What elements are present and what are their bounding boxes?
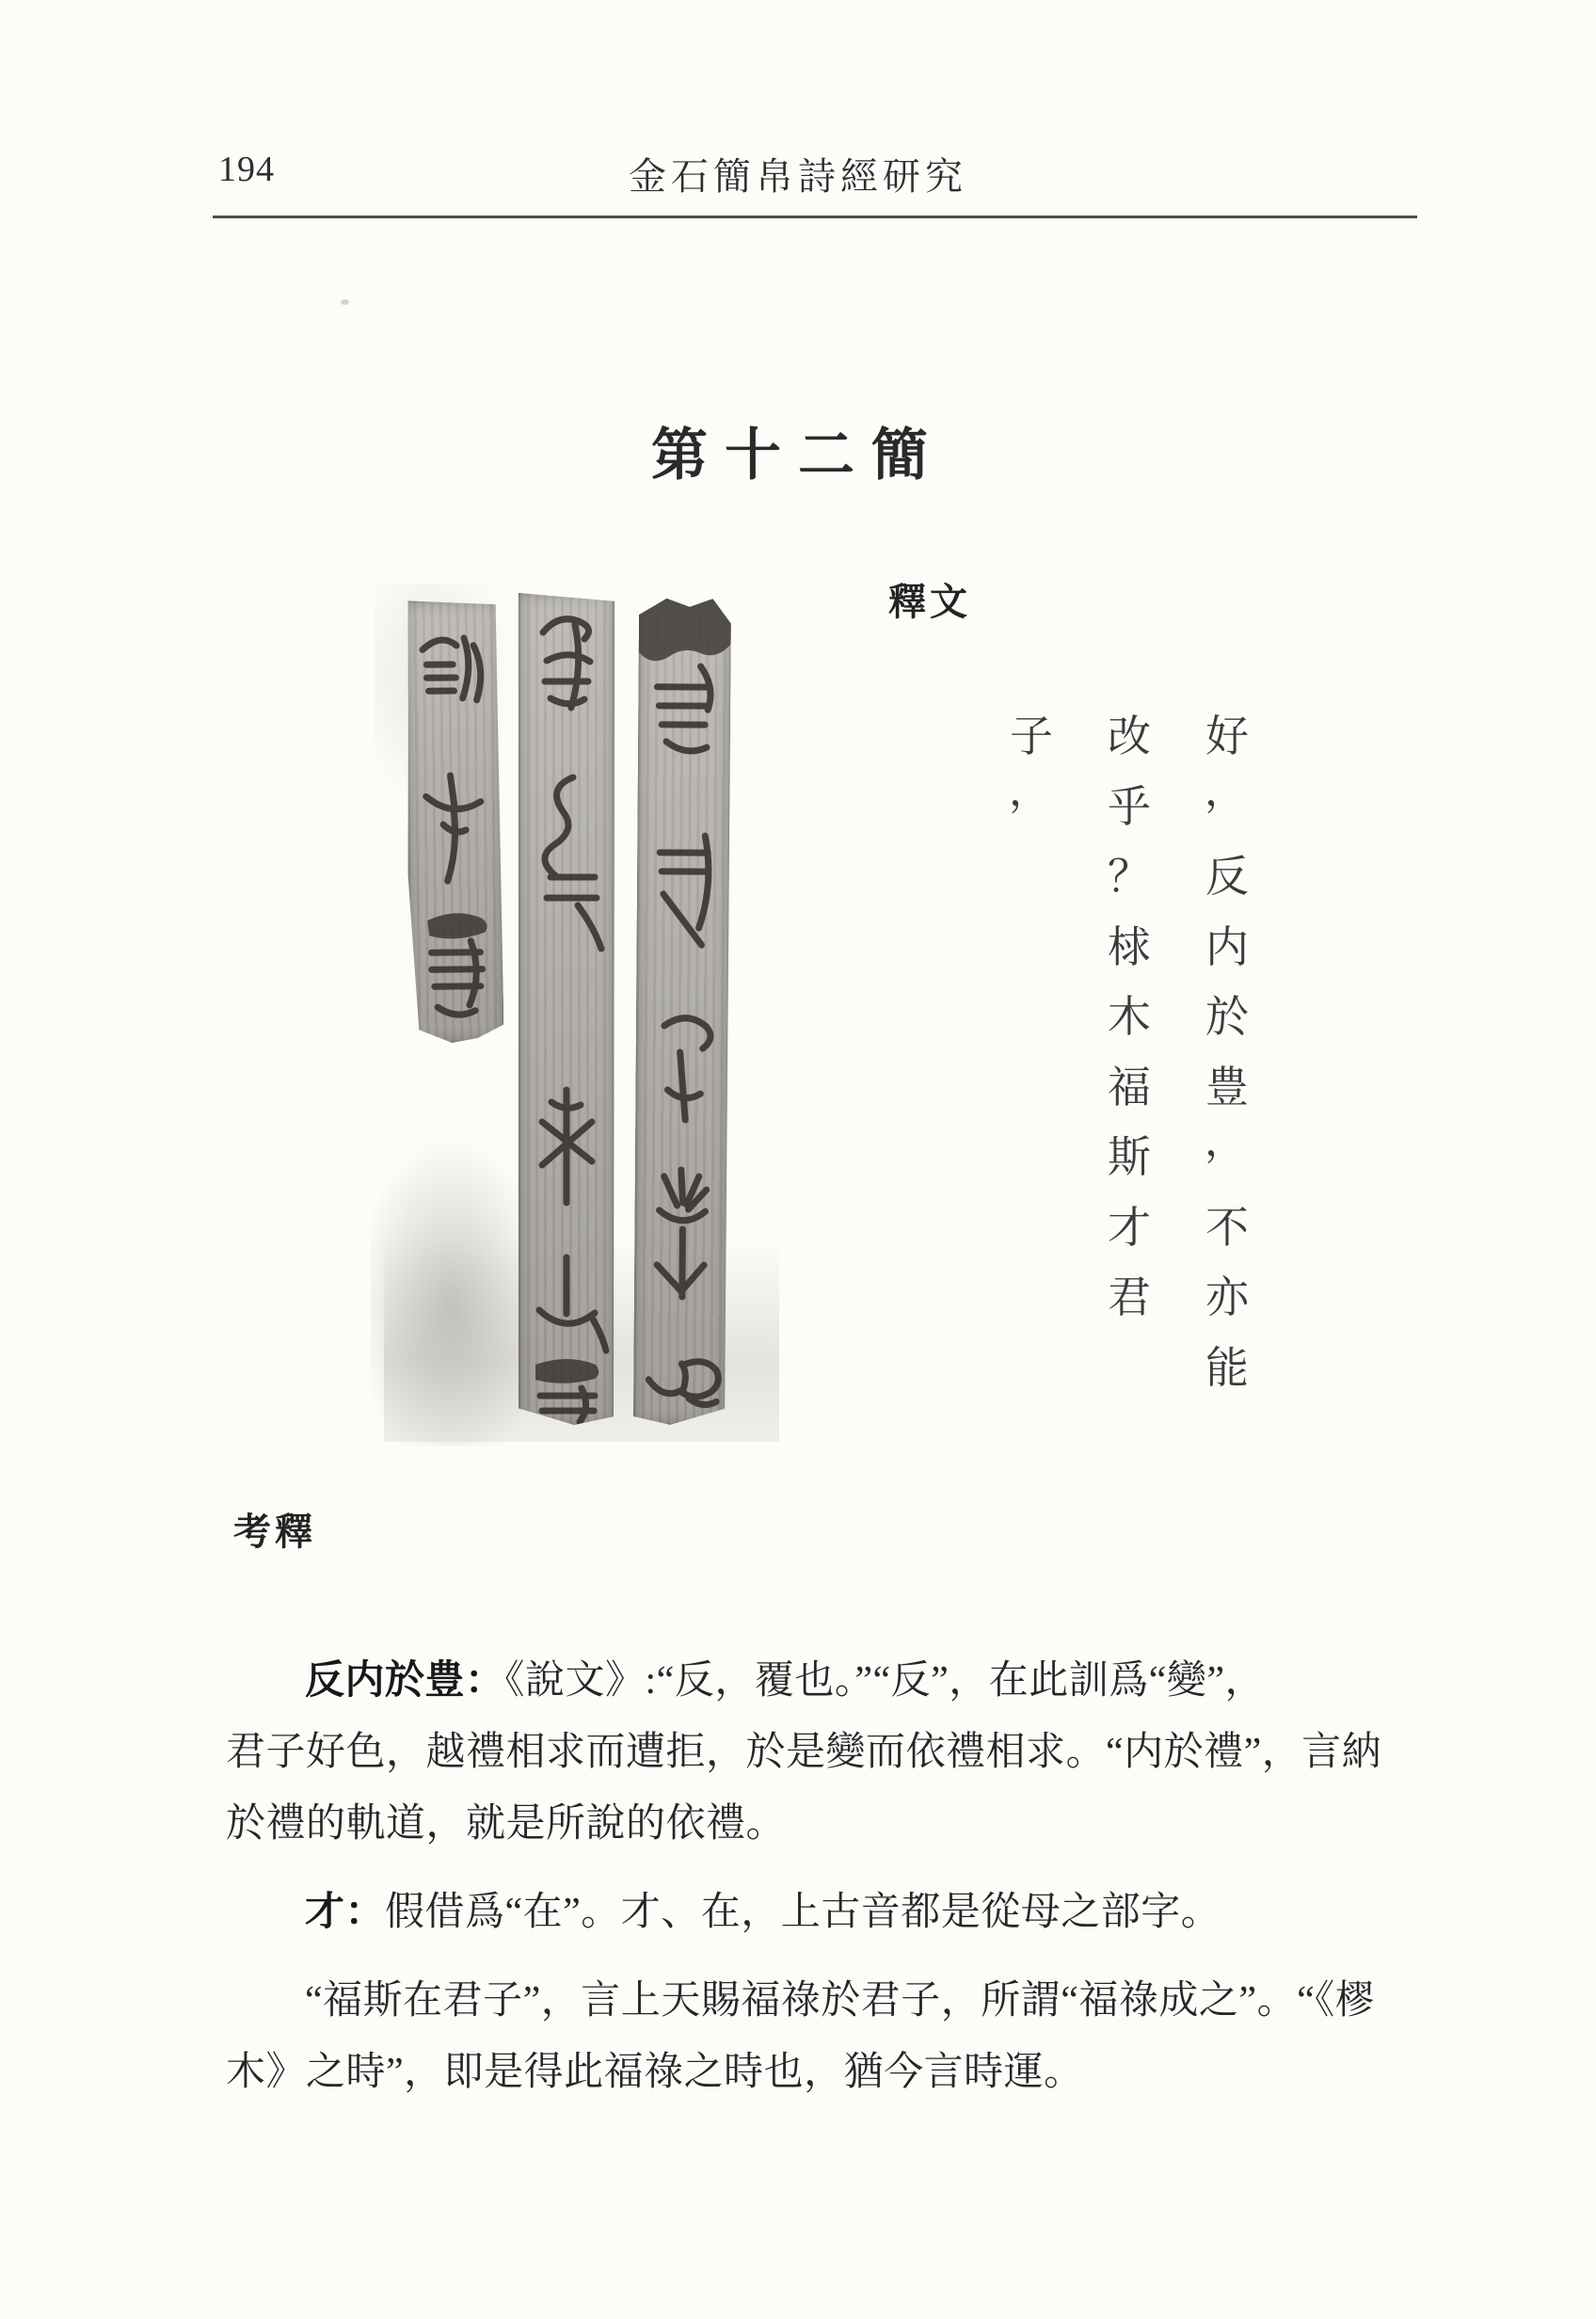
transcription-char: 斯 <box>1108 1133 1151 1182</box>
annotation-line <box>226 2037 1445 2108</box>
transcription-char: ？ <box>1108 853 1151 902</box>
transcription-char: 能 <box>1205 1343 1249 1392</box>
transcription-char: 反 <box>1205 853 1249 902</box>
annotation-line <box>226 1788 1445 1860</box>
bamboo-strip-middle <box>519 593 614 1425</box>
transcription-char: 才 <box>1108 1203 1151 1252</box>
annotation-text: 假借爲“在”。才、在，上古音都是從母之部字。 <box>385 1891 1221 1934</box>
transcription-char: ， <box>1205 1118 1246 1164</box>
bamboo-slips-photo <box>384 589 779 1442</box>
annotation-text: 木》之時”，即是得此福祿之時也，猶今言時運。 <box>226 2051 1084 2094</box>
strip-right-glyphs-image <box>633 599 731 1426</box>
transcription-char: 福 <box>1108 1063 1151 1112</box>
transcription-char: 改 <box>1108 712 1151 761</box>
annotation-paragraph <box>226 1965 1445 2108</box>
strip-left-glyphs-image <box>406 600 504 1043</box>
transcription-char: 亦 <box>1205 1273 1249 1322</box>
annotation-line <box>226 1717 1445 1788</box>
transcription-char: ， <box>1205 767 1246 814</box>
bamboo-strip-left <box>406 600 504 1043</box>
strip-middle-glyphs-image <box>519 593 614 1425</box>
annotation-text: 君子好色，越禮相求而遭拒，於是變而依禮相求。“内於禮”，言納 <box>226 1731 1382 1774</box>
transcription-column <box>1105 698 1154 1399</box>
transcription-char: ， <box>1009 767 1050 814</box>
header-rule <box>213 216 1417 218</box>
transcription-char: 梂 <box>1108 922 1151 971</box>
transcription-char: 乎 <box>1108 782 1151 831</box>
annotation-text: 於禮的軌道，就是所說的依禮。 <box>226 1802 787 1846</box>
transcription-char: 好 <box>1205 712 1249 761</box>
transcription-char: 内 <box>1205 922 1249 971</box>
scan-speck <box>341 299 349 305</box>
annotation-text: 《說文》:“反，覆也。”“反”，在此訓爲“變”， <box>504 1659 1266 1703</box>
annotation-line <box>226 1965 1445 2037</box>
transcription-char: 不 <box>1205 1203 1249 1252</box>
transcription-column <box>1203 698 1252 1399</box>
annotation-line <box>226 1877 1445 1948</box>
annotation-paragraph <box>226 1645 1445 1860</box>
annotation-heading: 考釋 <box>233 1511 316 1554</box>
transcription-char: 豊 <box>1205 1063 1249 1112</box>
transcription-char: 於 <box>1205 993 1249 1042</box>
annotation-text: “福斯在君子”，言上天賜福祿於君子，所謂“福祿成之”。“《樛 <box>305 1979 1376 2023</box>
annotation-paragraph <box>226 1877 1445 1948</box>
transcription-heading: 釋文 <box>888 581 971 624</box>
bamboo-strip-right <box>633 599 731 1426</box>
transcription-char: 子 <box>1010 712 1053 761</box>
annotation-line <box>226 1645 1445 1717</box>
transcription-char: 君 <box>1108 1273 1151 1322</box>
section-title: 第十二簡 <box>651 423 945 488</box>
annotation-term: 才： <box>305 1891 386 1934</box>
annotation-paragraphs <box>226 1645 1445 2125</box>
transcription-char: 木 <box>1108 993 1151 1042</box>
annotation-term: 反内於豊： <box>305 1659 505 1703</box>
page-number: 194 <box>218 150 275 189</box>
transcription-columns <box>1007 698 1252 1399</box>
transcription-column <box>1007 698 1056 1399</box>
running-head: 金石簡帛詩經研究 <box>629 155 967 198</box>
